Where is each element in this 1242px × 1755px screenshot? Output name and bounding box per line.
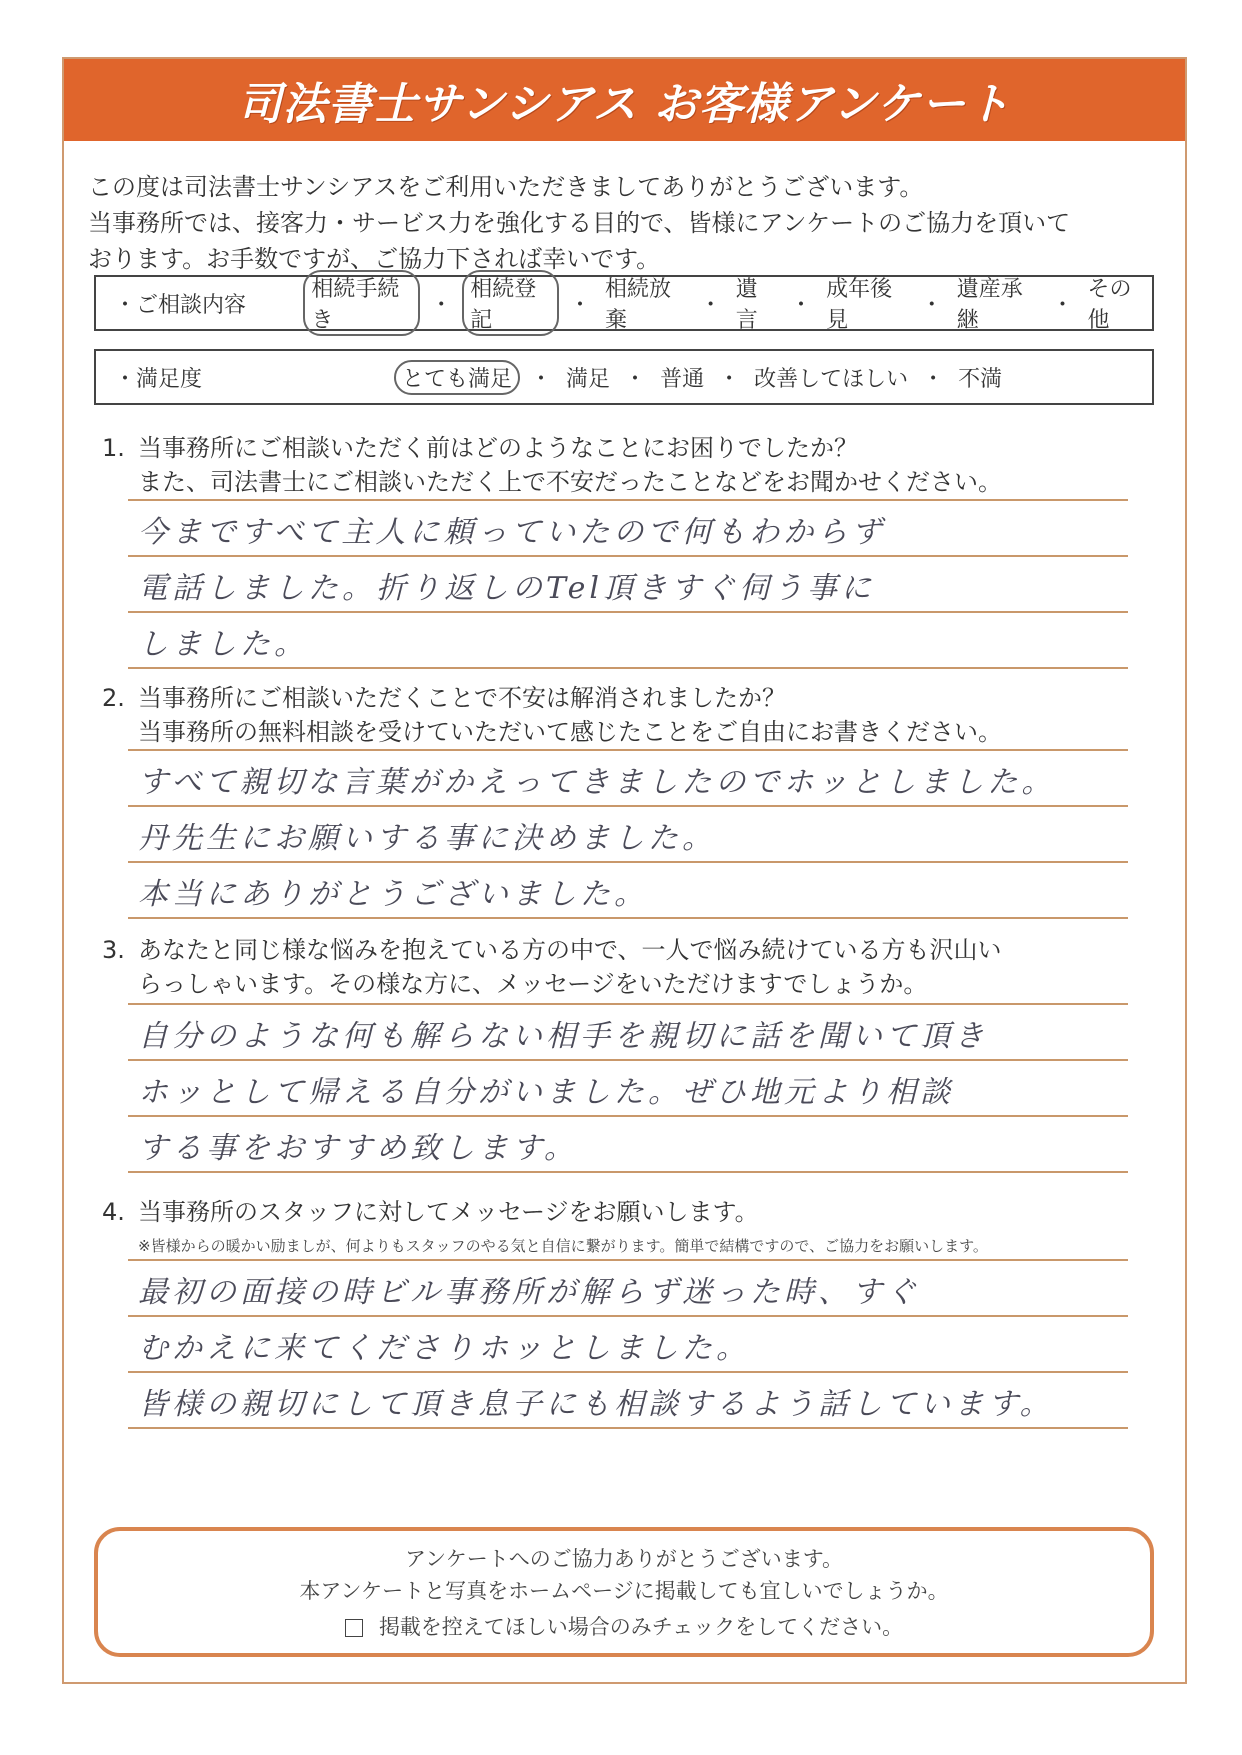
intro-line: おります。お手数ですが、ご協力下されば幸いです。 xyxy=(88,245,661,273)
satisfaction-option[interactable]: 普通 xyxy=(660,366,705,392)
question-1 xyxy=(102,431,1002,499)
consultation-box xyxy=(94,275,1154,331)
question-subtext: 当事務所の無料相談を受けていただいて感じたことをご自由にお書きください。 xyxy=(138,718,1002,746)
handwritten-answer: 最初の面接の時ビル事務所が解らず迷った時、すぐ xyxy=(138,1275,920,1310)
intro-line: 当事務所では、接客力・サービス力を強化する目的で、皆様にアンケートのご協力を頂いて xyxy=(88,209,1071,237)
consent-row xyxy=(98,1611,1150,1643)
answer-line[interactable] xyxy=(128,861,1128,919)
question-note: ※皆様からの暖かい励ましが、何よりもスタッフのやる気と自信に繋がります。簡単で結構ですので、ご協力をお願いします。 xyxy=(138,1237,988,1255)
question-text: あなたと同じ様な悩みを抱えている方の中で、一人で悩み続けている方も沢山い xyxy=(138,936,1002,964)
question-4 xyxy=(102,1195,988,1263)
consultation-option[interactable]: 相続放棄 xyxy=(604,277,671,333)
satisfaction-option[interactable]: 不満 xyxy=(958,366,1003,392)
page-title: 司法書士サンシアス お客様アンケート xyxy=(237,79,1012,130)
handwritten-answer: 本当にありがとうございました。 xyxy=(138,877,648,912)
answer-lines-4[interactable] xyxy=(128,1259,1128,1429)
option-separator: ・ xyxy=(718,366,741,392)
option-separator: ・ xyxy=(568,292,591,318)
satisfaction-label: ・満足度 xyxy=(114,366,203,392)
answer-lines-1[interactable] xyxy=(128,499,1128,669)
question-number: 3. xyxy=(102,936,125,964)
handwritten-answer: しました。 xyxy=(138,627,308,662)
handwritten-answer: 自分のような何も解らない相手を親切に話を聞いて頂き xyxy=(138,1019,988,1054)
handwritten-answer: する事をおすすめ致します。 xyxy=(138,1131,578,1166)
title-bar xyxy=(64,59,1185,141)
consultation-option[interactable]: 成年後見 xyxy=(826,277,893,333)
option-separator: ・ xyxy=(430,292,453,318)
option-separator: ・ xyxy=(530,366,553,392)
answer-line[interactable] xyxy=(128,749,1128,805)
satisfaction-option[interactable]: 満足 xyxy=(566,366,611,392)
question-number: 1. xyxy=(102,434,125,462)
consultation-option[interactable]: 遺言 xyxy=(735,277,758,333)
option-separator: ・ xyxy=(922,366,945,392)
opt-out-checkbox[interactable] xyxy=(345,1619,363,1637)
satisfaction-option[interactable]: 改善してほしい xyxy=(754,366,909,392)
satisfaction-box xyxy=(94,349,1154,405)
answer-line[interactable] xyxy=(128,1315,1128,1371)
handwritten-answer: 電話しました。折り返しのTel頂きすぐ伺う事に xyxy=(138,571,876,606)
option-separator: ・ xyxy=(790,292,813,318)
option-separator: ・ xyxy=(699,292,722,318)
consent-question: 本アンケートと写真をホームページに掲載しても宜しいでしょうか。 xyxy=(299,1579,949,1603)
question-number: 4. xyxy=(102,1198,125,1226)
answer-lines-2[interactable] xyxy=(128,749,1128,919)
intro-text xyxy=(88,169,1070,277)
survey-sheet xyxy=(62,57,1187,1684)
thanks-text: アンケートへのご協力ありがとうございます。 xyxy=(404,1547,844,1571)
consultation-option[interactable]: 遺産承継 xyxy=(956,277,1023,333)
satisfaction-option-selected[interactable]: とても満足 xyxy=(394,360,520,395)
handwritten-answer: ホッとして帰える自分がいました。ぜひ地元より相談 xyxy=(138,1075,954,1110)
answer-lines-3[interactable] xyxy=(128,1003,1128,1173)
intro-line: この度は司法書士サンシアスをご利用いただきましてありがとうございます。 xyxy=(88,173,924,201)
handwritten-answer: 今まですべて主人に頼っていたので何もわからず xyxy=(138,515,886,550)
publication-consent-box xyxy=(94,1527,1154,1657)
consultation-option-selected[interactable]: 相続登記 xyxy=(462,270,559,336)
answer-line[interactable] xyxy=(128,1371,1128,1429)
handwritten-answer: 皆様の親切にして頂き息子にも相談するよう話しています。 xyxy=(138,1387,1054,1422)
option-separator: ・ xyxy=(920,292,943,318)
consultation-label: ・ご相談内容 xyxy=(114,292,247,318)
consultation-options xyxy=(303,270,1152,336)
answer-line[interactable] xyxy=(128,1003,1128,1059)
question-text: 当事務所にご相談いただく前はどのようなことにお困りでしたか？ xyxy=(138,434,858,462)
handwritten-answer: すべて親切な言葉がかえってきましたのでホッとしました。 xyxy=(138,765,1056,800)
question-2 xyxy=(102,681,1002,749)
question-subtext: らっしゃいます。その様な方に、メッセージをいただけますでしょうか。 xyxy=(138,970,928,998)
consultation-option-selected[interactable]: 相続手続き xyxy=(303,270,420,336)
answer-line[interactable] xyxy=(128,611,1128,669)
satisfaction-options xyxy=(394,360,1006,395)
answer-line[interactable] xyxy=(128,1115,1128,1173)
answer-line[interactable] xyxy=(128,499,1128,555)
question-text: 当事務所のスタッフに対してメッセージをお願いします。 xyxy=(138,1198,759,1226)
answer-line[interactable] xyxy=(128,805,1128,861)
option-separator: ・ xyxy=(1051,292,1074,318)
question-3 xyxy=(102,933,1002,1001)
consultation-option[interactable]: その他 xyxy=(1087,277,1132,333)
option-separator: ・ xyxy=(624,366,647,392)
question-subtext: また、司法書士にご相談いただく上で不安だったことなどをお聞かせください。 xyxy=(138,468,1002,496)
question-text: 当事務所にご相談いただくことで不安は解消されましたか？ xyxy=(138,684,786,712)
checkbox-label: 掲載を控えてほしい場合のみチェックをしてください。 xyxy=(378,1615,904,1639)
answer-line[interactable] xyxy=(128,1259,1128,1315)
handwritten-answer: 丹先生にお願いする事に決めました。 xyxy=(138,821,716,856)
answer-line[interactable] xyxy=(128,1059,1128,1115)
handwritten-answer: むかえに来てくださりホッとしました。 xyxy=(138,1331,750,1366)
question-number: 2. xyxy=(102,684,125,712)
answer-line[interactable] xyxy=(128,555,1128,611)
